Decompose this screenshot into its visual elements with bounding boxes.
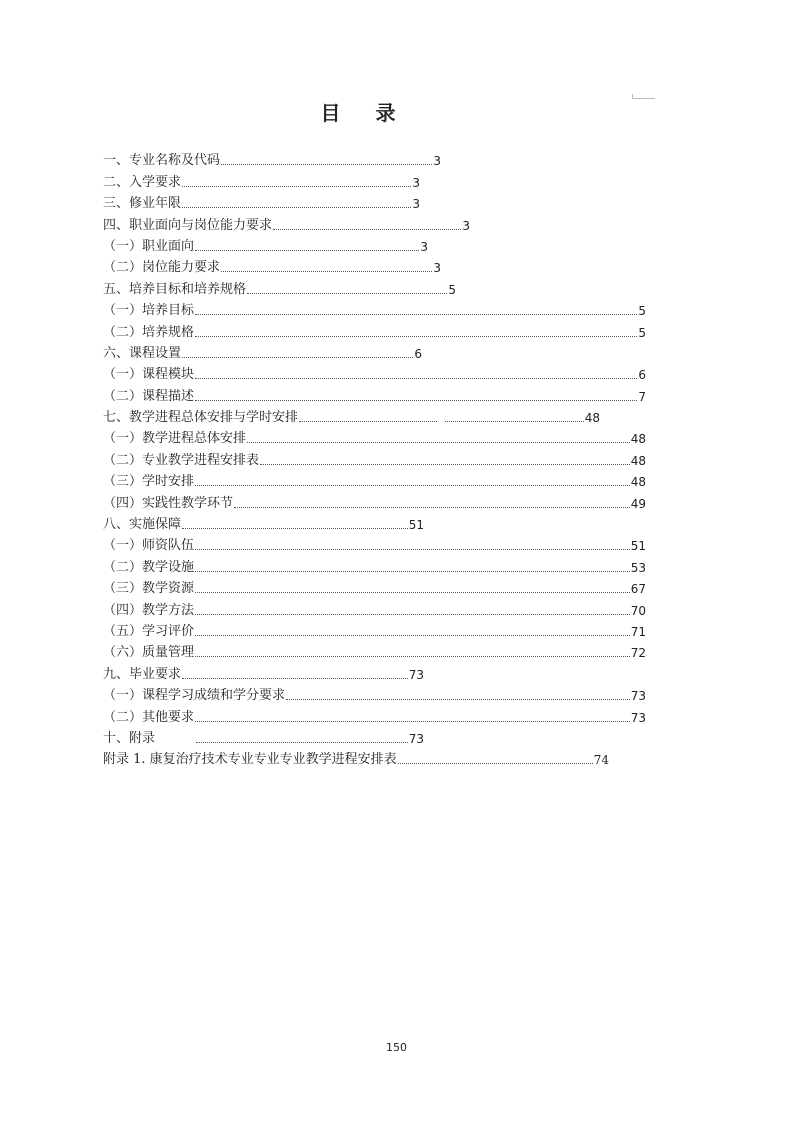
dot-leader — [195, 635, 630, 636]
toc-entry[interactable] — [103, 512, 424, 533]
toc-entry-page: 73 — [630, 710, 646, 725]
dot-leader — [195, 336, 637, 337]
toc-entry-label: （二）课程描述 — [103, 388, 195, 404]
toc-entry-label: 二、入学要求 — [103, 174, 182, 190]
toc-entry-label: 十、附录 — [103, 730, 156, 746]
dot-leader — [182, 528, 408, 529]
toc-entry[interactable] — [103, 298, 646, 319]
toc-entry-label: 五、培养目标和培养规格 — [103, 281, 247, 297]
dot-leader — [195, 400, 637, 401]
toc-entry-page: 73 — [408, 731, 424, 746]
toc-entry-label: （一）培养目标 — [103, 303, 195, 319]
toc-entry[interactable] — [103, 683, 646, 704]
dot-leader — [195, 656, 630, 657]
toc-entry-label: 七、教学进程总体安排与学时安排 — [103, 410, 299, 426]
toc-entry-page: 7 — [638, 389, 646, 404]
toc-entry-label: （四）教学方法 — [103, 602, 195, 618]
toc-entry-page: 5 — [638, 304, 646, 319]
toc-entry[interactable] — [103, 169, 420, 190]
dot-leader — [221, 271, 432, 272]
toc-entry[interactable] — [103, 276, 456, 297]
toc-entry-page: 51 — [408, 518, 424, 533]
toc-entry-label: （二）专业教学进程安排表 — [103, 452, 260, 468]
toc-entry[interactable] — [103, 148, 441, 169]
toc-entry-label: 附录 1. 康复治疗技术专业专业专业教学进程安排表 — [103, 752, 397, 768]
toc-entry-label: 九、毕业要求 — [103, 666, 182, 682]
toc-entry-page: 74 — [593, 753, 609, 768]
toc-entry[interactable] — [103, 533, 646, 554]
toc-entry-page: 73 — [630, 689, 646, 704]
toc-entry[interactable] — [103, 640, 646, 661]
toc-title: 目 录 — [320, 101, 410, 125]
dot-leader — [195, 592, 630, 593]
toc-entry-page: 5 — [448, 282, 456, 297]
page-number: 150 — [386, 1041, 407, 1054]
toc-entry[interactable] — [103, 597, 646, 618]
toc-entry[interactable] — [103, 341, 422, 362]
dot-leader — [182, 186, 411, 187]
toc-entry-label: （一）课程模块 — [103, 367, 195, 383]
toc-entry[interactable] — [103, 234, 428, 255]
dot-leader — [445, 421, 583, 422]
dot-leader — [182, 357, 413, 358]
toc-entry-page: 3 — [462, 218, 470, 233]
toc-entry[interactable] — [103, 554, 646, 575]
toc-entry[interactable] — [103, 576, 646, 597]
toc-entry-label: （三）学时安排 — [103, 474, 195, 490]
toc-entry-label: 一、专业名称及代码 — [103, 153, 221, 169]
toc-entry-page: 3 — [420, 239, 428, 254]
toc-entry[interactable] — [103, 362, 646, 383]
toc-entry[interactable] — [103, 383, 646, 404]
toc-entry-page: 3 — [412, 197, 420, 212]
dot-leader — [182, 678, 408, 679]
dot-leader — [273, 229, 461, 230]
toc-entry-label: （三）教学资源 — [103, 581, 195, 597]
table-of-contents — [103, 148, 646, 768]
dot-leader — [247, 293, 447, 294]
corner-mark — [632, 94, 655, 99]
dot-leader — [234, 507, 630, 508]
toc-entry[interactable] — [103, 212, 470, 233]
toc-entry-label: 四、职业面向与岗位能力要求 — [103, 217, 273, 233]
dot-leader — [195, 378, 637, 379]
dot-leader — [182, 207, 411, 208]
dot-leader — [196, 742, 408, 743]
dot-leader — [195, 721, 630, 722]
toc-entry[interactable] — [103, 405, 600, 426]
toc-entry-page: 6 — [414, 346, 422, 361]
toc-entry-page: 6 — [638, 368, 646, 383]
toc-entry[interactable] — [103, 191, 420, 212]
dot-leader — [299, 421, 437, 422]
toc-entry[interactable] — [103, 469, 646, 490]
dot-leader — [260, 464, 630, 465]
toc-entry-label: 六、课程设置 — [103, 345, 182, 361]
dot-leader — [286, 699, 630, 700]
toc-entry[interactable] — [103, 319, 646, 340]
toc-entry-label: （二）岗位能力要求 — [103, 260, 221, 276]
toc-entry-page: 53 — [630, 560, 646, 575]
toc-entry-page: 3 — [412, 175, 420, 190]
dot-leader — [195, 314, 637, 315]
dot-leader — [195, 250, 419, 251]
toc-entry-page: 48 — [630, 432, 646, 447]
toc-entry-label: 三、修业年限 — [103, 196, 182, 212]
toc-entry-page: 3 — [433, 154, 441, 169]
toc-entry-label: （四）实践性教学环节 — [103, 495, 234, 511]
toc-entry-page: 48 — [584, 411, 601, 426]
toc-entry-page: 71 — [630, 624, 646, 639]
toc-entry-page: 3 — [433, 261, 441, 276]
toc-entry-page: 48 — [630, 475, 646, 490]
toc-entry-page: 72 — [630, 646, 646, 661]
toc-entry[interactable] — [103, 255, 441, 276]
toc-entry-page: 5 — [638, 325, 646, 340]
toc-entry-label: （二）培养规格 — [103, 324, 195, 340]
toc-entry[interactable] — [103, 726, 424, 747]
toc-entry-page: 51 — [630, 539, 646, 554]
toc-entry-page: 73 — [408, 667, 424, 682]
dot-leader — [247, 442, 630, 443]
toc-entry-page: 70 — [630, 603, 646, 618]
toc-entry[interactable] — [103, 704, 646, 725]
toc-entry-label: （一）课程学习成绩和学分要求 — [103, 688, 286, 704]
toc-entry-label: 八、实施保障 — [103, 517, 182, 533]
dot-leader — [195, 485, 630, 486]
toc-entry[interactable] — [103, 747, 609, 768]
toc-entry-label: （二）其他要求 — [103, 709, 195, 725]
toc-entry-label: （六）质量管理 — [103, 645, 195, 661]
toc-entry-label: （一）职业面向 — [103, 238, 195, 254]
toc-entry[interactable] — [103, 490, 646, 511]
toc-entry[interactable] — [103, 447, 646, 468]
dot-leader — [195, 571, 630, 572]
toc-entry[interactable] — [103, 619, 646, 640]
toc-entry[interactable] — [103, 661, 424, 682]
dot-leader — [195, 614, 630, 615]
toc-entry-page: 67 — [630, 582, 646, 597]
toc-entry-label: （一）教学进程总体安排 — [103, 431, 247, 447]
toc-entry-label: （二）教学设施 — [103, 559, 195, 575]
toc-entry-page: 49 — [630, 496, 646, 511]
toc-entry-label: （一）师资队伍 — [103, 538, 195, 554]
dot-leader — [398, 763, 593, 764]
dot-leader — [221, 164, 432, 165]
toc-entry-label: （五）学习评价 — [103, 623, 195, 639]
dot-leader — [195, 549, 630, 550]
toc-entry-page: 48 — [630, 453, 646, 468]
toc-entry[interactable] — [103, 426, 646, 447]
